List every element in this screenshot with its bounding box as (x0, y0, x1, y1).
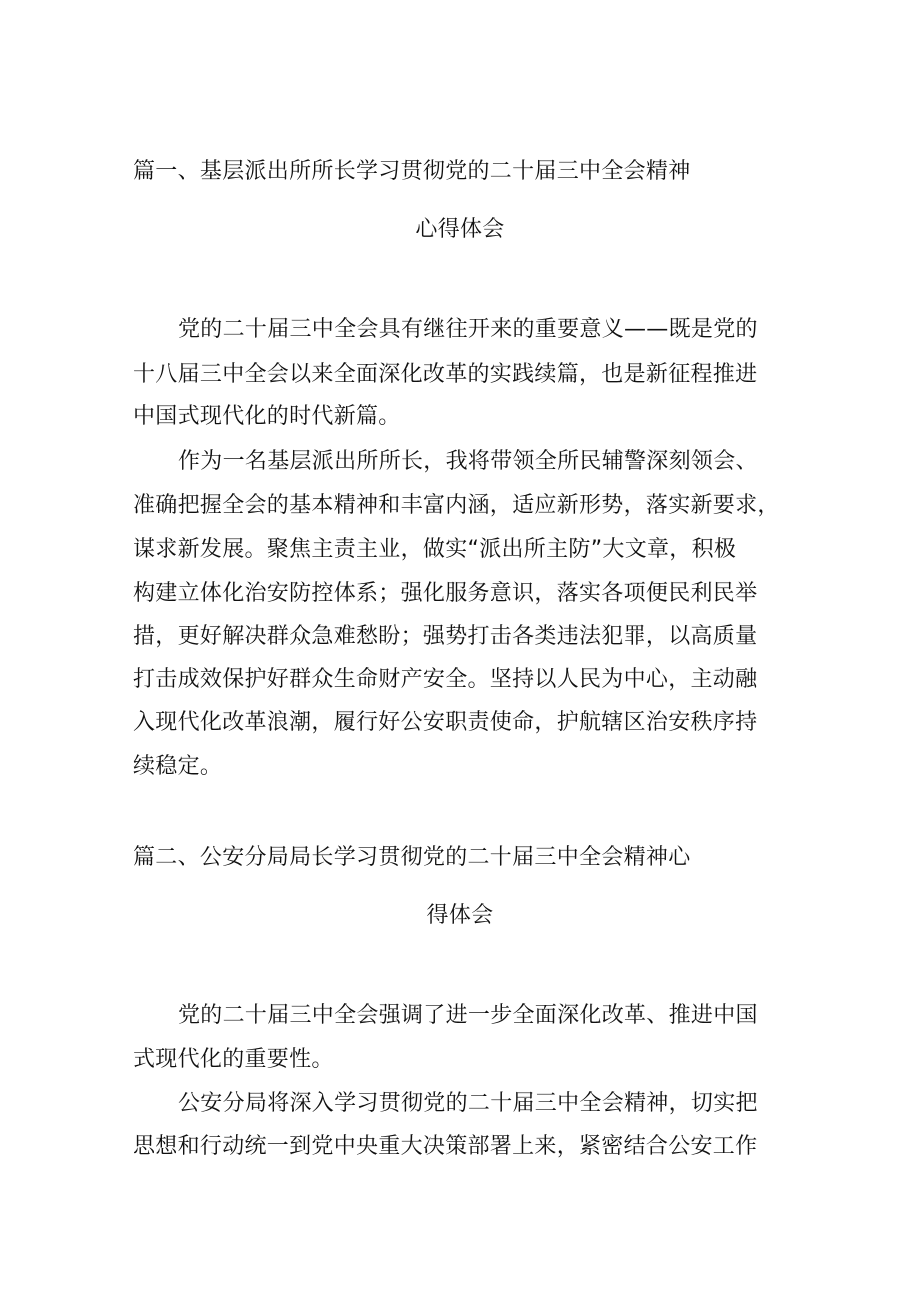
section1-p2-line4: 构建立体化治安防控体系；强化服务意识，落实各项便民利民举 (133, 581, 758, 606)
section2-title-line1: 篇二、公安分局局长学习贯彻党的二十届三中全会精神心 (133, 845, 691, 870)
section1-p2-line3: 谋求新发展。聚焦主责主业，做实“派出所主防”大文章，积极 (133, 537, 737, 562)
section2-p2-line2: 思想和行动统一到党中央重大决策部署上来，紧密结合公安工作 (133, 1134, 758, 1159)
section1-p1-line1: 党的二十届三中全会具有继往开来的重要意义——既是党的 (178, 317, 758, 342)
section1-title-line1: 篇一、基层派出所所长学习贯彻党的二十届三中全会精神 (133, 159, 691, 184)
section2-p2-line1: 公安分局将深入学习贯彻党的二十届三中全会精神，切实把 (178, 1091, 758, 1116)
section1-p2-line2: 准确把握全会的基本精神和丰富内涵，适应新形势，落实新要求， (133, 493, 780, 518)
section2-p1-line1: 党的二十届三中全会强调了进一步全面深化改革、推进中国 (178, 1003, 758, 1028)
section1-p2-line8: 续稳定。 (133, 754, 223, 779)
section1-p1-line3: 中国式现代化的时代新篇。 (133, 404, 401, 429)
section2-p1-line2: 式现代化的重要性。 (133, 1047, 334, 1072)
section1-p2-line6: 打击成效保护好群众生命财产安全。坚持以人民为中心，主动融 (133, 667, 758, 692)
section1-p1-line2: 十八届三中全会以来全面深化改革的实践续篇，也是新征程推进 (133, 362, 758, 387)
section2-title-line2: 得体会 (426, 903, 494, 928)
section1-title-line2: 心得体会 (415, 217, 505, 242)
section1-p2-line1: 作为一名基层派出所所长，我将带领全所民辅警深刻领会、 (178, 449, 758, 474)
section1-p2-line7: 入现代化改革浪潮，履行好公安职责使命，护航辖区治安秩序持 (133, 710, 758, 735)
section1-p2-line5: 措，更好解决群众急难愁盼；强势打击各类违法犯罪，以高质量 (133, 624, 758, 649)
